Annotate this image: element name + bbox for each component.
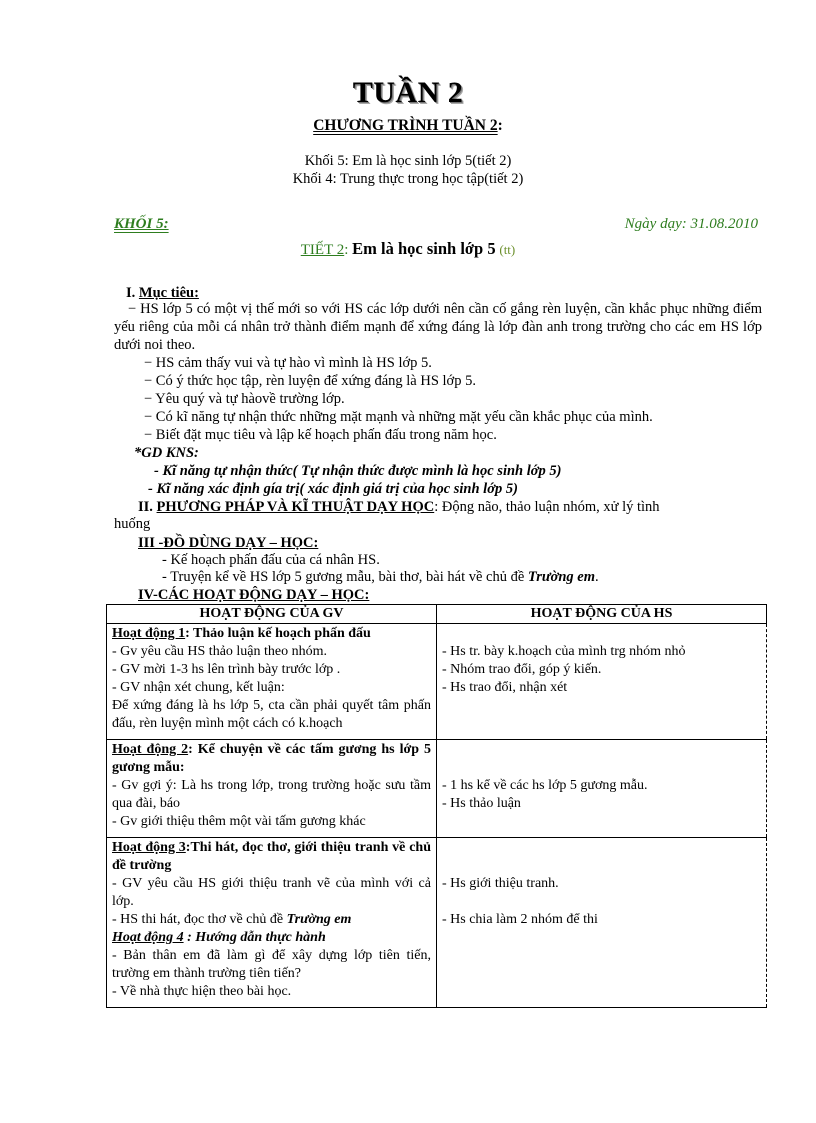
lesson-suffix: (tt) [499,242,516,257]
materials-heading: III -ĐỒ DÙNG DẠY – HỌC: [138,535,319,551]
teaching-date: Ngày dạy: 31.08.2010 [624,216,758,232]
activity-3-gv: Hoạt động 3:Thi hát, đọc thơ, giới thiệu tranh về chủ đề trường - GV yêu cầu HS giới thiệu tranh vẽ của mình với cả lớp. - HS thi hát, đọc thơ về chủ đề Trường em Hoạt động 4 : Hướng dẫn thực hành - Bản thân em đã làm gì để xây dựng lớp tiên tiến, trường em thành trường tiên tiến? - Về nhà thực hiện theo bài học. [107,838,437,1008]
column-header-hs: HOẠT ĐỘNG CỦA HS [437,605,767,624]
program-label: CHƯƠNG TRÌNH TUẦN 2 [313,117,498,134]
activity-1-gv: Hoạt động 1: Thảo luận kế hoạch phấn đấu - Gv yêu cầu HS thảo luận theo nhóm. - GV mời 1-3 hs lên trình bày trước lớp . - GV nhận xét chung, kết luận: Để xứng đáng là hs lớp 5, cta cần phải quyết tâm phấn đấu, rèn luyện mình một cách có k.hoạch [107,624,437,740]
table-row [107,838,767,1008]
activity-3-hs: - Hs giới thiệu tranh. - Hs chia làm 2 nhóm để thi [437,838,767,1008]
activity-1-title: Hoạt động 1: Thảo luận kế hoạch phấn đấu [112,626,371,641]
lesson-title: TIẾT 2: Em là học sinh lớp 5 (tt) [300,239,516,258]
methods-line: II. PHƯƠNG PHÁP VÀ KĨ THUẬT DẠY HỌC: Động não, thảo luận nhóm, xử lý tình [138,499,660,515]
grade-label: KHỐI 5: [114,216,169,232]
material-item: - Truyện kể về HS lớp 5 gương mẫu, bài thơ, bài hát về chủ đề Trường em. [162,569,599,585]
column-header-gv: HOẠT ĐỘNG CỦA GV [107,605,437,624]
activity-1-hs: - Hs tr. bày k.hoạch của mình trg nhóm nhỏ - Nhóm trao đổi, góp ý kiến. - Hs trao đổi, nhận xét [437,624,767,740]
methods-text-cont: huống [114,516,151,532]
objective-item: − HS cảm thấy vui và tự hào vì mình là HS lớp 5. [144,355,432,371]
kns-item: - Kĩ năng xác định gía trị( xác định giá trị của học sinh lớp 5) [148,481,518,497]
methods-text: : Động não, thảo luận nhóm, xử lý tình [434,499,660,515]
objectives-heading: I. Mục tiêu: [126,285,199,301]
activities-heading: IV-CÁC HOẠT ĐỘNG DẠY – HỌC: [138,587,370,603]
table-header-row [107,605,767,624]
kns-label: *GD KNS: [134,445,199,461]
lesson-name: Em là học sinh lớp 5 [352,239,496,258]
period-label: TIẾT 2 [300,242,345,258]
activity-2-hs: - 1 hs kể về các hs lớp 5 gương mẫu. - Hs thảo luận [437,740,767,838]
table-row [107,740,767,838]
khoi4-program-line: Khối 4: Trung thực trong học tập(tiết 2) [292,171,524,187]
activity-3-title: Hoạt động 3:Thi hát, đọc thơ, giới thiệu tranh về chủ đề trường [112,840,431,873]
program-heading: CHƯƠNG TRÌNH TUẦN 2: [313,117,503,134]
objective-item: − Có ý thức học tập, rèn luyện để xứng đáng là HS lớp 5. [144,373,476,389]
activity-2-title: Hoạt động 2: Kể chuyện về các tấm gương hs lớp 5 gương mẫu: [112,742,432,775]
kns-item: - Kĩ năng tự nhận thức( Tự nhận thức được mình là học sinh lớp 5) [154,463,562,479]
activities-table [106,604,767,1008]
table-row [107,624,767,740]
khoi5-program-line: Khối 5: Em là học sinh lớp 5(tiết 2) [304,153,512,169]
page-title: TUẦN 2 [352,76,464,109]
objectives-intro: − HS lớp 5 có một vị thế mới so với HS các lớp dưới nên cần cố gắng rèn luyện, cần khắc phục những điểm yếu riêng của mỗi cá nhân trở thành điểm mạnh để xứng đáng là lớp đàn anh trong trường cho các em HS lớp dưới noi theo. [114,301,762,353]
methods-heading: PHƯƠNG PHÁP VÀ KĨ THUẬT DẠY HỌC [156,499,435,515]
theme-name: Trường em [527,569,596,585]
activity-2-gv: Hoạt động 2: Kể chuyện về các tấm gương hs lớp 5 gương mẫu: - Gv gợi ý: Là hs trong lớp, trong trường hoặc sưu tầm qua đài, báo - Gv giới thiệu thêm một vài tấm gương khác [107,740,437,838]
objective-item: − Biết đặt mục tiêu và lập kế hoạch phấn đấu trong năm học. [144,427,497,443]
material-item: - Kế hoạch phấn đấu của cá nhân HS. [162,552,380,568]
activity-4-title: Hoạt động 4 : Hướng dẫn thực hành [112,930,326,945]
objective-item: − Yêu quý và tự hàovề trường lớp. [144,391,345,407]
objective-item: − Có kĩ năng tự nhận thức những mặt mạnh và những mặt yếu cần khắc phục của mình. [144,409,653,425]
